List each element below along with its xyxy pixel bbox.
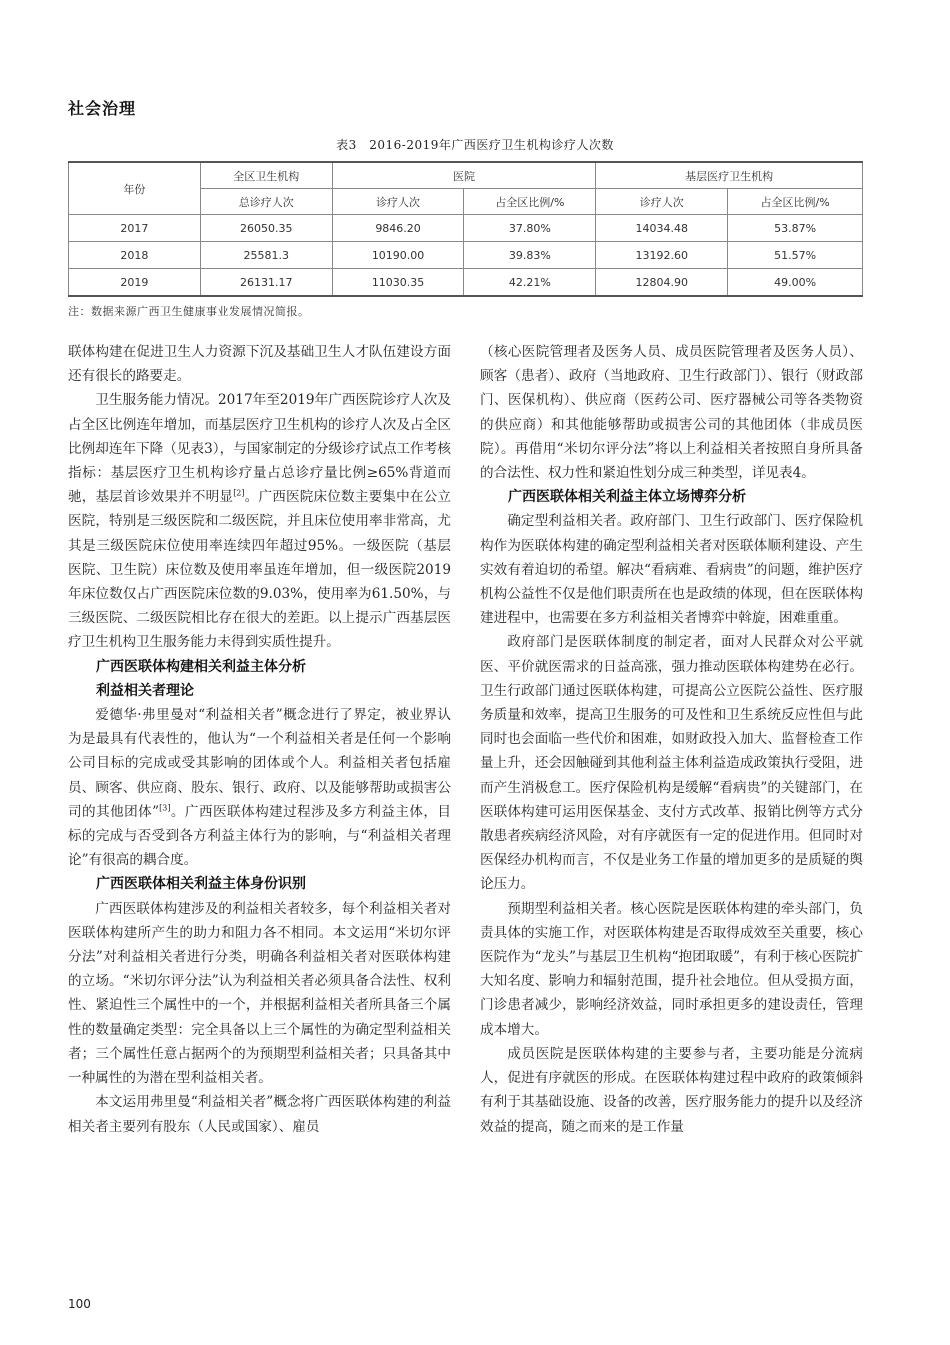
cell-base-visits: 12804.90: [596, 269, 728, 297]
subsection-heading: 广西医联体相关利益主体立场博弈分析: [508, 489, 746, 506]
cell-year: 2017: [69, 215, 201, 242]
paragraph: 确定型利益相关者。政府部门、卫生行政部门、医疗保险机构作为医联体构建的确定型利益相关者对医联体顺利建设、产生实效有着迫切的希望。解决“看病难、看病贵”的问题，维护医疗机构公益性不仅是他们职责所在也是政绩的体现，但在医联体构建进程中，也需要在多方利益相关者博弈中斡旋，困难重重。: [480, 513, 863, 627]
cell-hosp-ratio: 39.83%: [464, 242, 596, 269]
text-span: 爱德华·弗里曼对“利益相关者”概念进行了界定，被业界认为是最具有代表性的，他认为“一个利益相关者是任何一个影响公司目标的完成或受其影响的团体或个人。利益相关者包括雇员、顾客、供应商、股东、银行、政府、以及能够帮助或损害公司的其他团体”: [68, 707, 451, 820]
cell-hosp-visits: 11030.35: [332, 269, 464, 297]
paragraph-service-capacity: [68, 388, 451, 654]
subsection-heading: 广西医联体相关利益主体身份识别: [96, 876, 306, 893]
header-total-line2: 总诊疗人次: [200, 189, 332, 215]
cell-hosp-visits: 9846.20: [332, 215, 464, 242]
table-note: 注：数据来源广西卫生健康事业发展情况简报。: [68, 305, 310, 318]
cell-year: 2018: [69, 242, 201, 269]
header-year: 年份: [69, 162, 201, 215]
subsection-heading: 利益相关者理论: [96, 682, 194, 699]
section-heading: 广西医联体构建相关利益主体分析: [96, 658, 306, 675]
paragraph: 成员医院是医联体构建的主要参与者，主要功能是分流病人，促进有序就医的形成。在医联体构建过程中政府的政策倾斜有利于其基础设施、设备的改善，医疗服务能力的提升以及经济效益的提高，随之而来的是工作量: [480, 1045, 863, 1135]
cell-year: 2019: [69, 269, 201, 297]
header-base-ratio: 占全区比例/%: [728, 189, 863, 215]
header-base-visits: 诊疗人次: [596, 189, 728, 215]
citation-ref: [3]: [159, 803, 171, 813]
paragraph: 本文运用弗里曼“利益相关者”概念将广西医联体构建的利益相关者主要列有股东（人民或国家）、雇员: [68, 1094, 451, 1135]
text-span: 卫生服务能力情况。2017年至2019年广西医院诊疗人次及占全区比例连年增加，而基层医疗卫生机构的诊疗人次及占全区比例却连年下降（见表3），与国家制定的分级诊疗试点工作考核指标：基层医疗卫生机构诊疗量占总诊疗量比例≥65%背道而驰，基层首诊效果并不明显: [68, 392, 451, 506]
section-title: 社会治理: [68, 99, 137, 118]
cell-total: 26050.35: [200, 215, 332, 242]
cell-hosp-ratio: 42.21%: [464, 269, 596, 297]
paragraph: 预期型利益相关者。核心医院是医联体构建的牵头部门，负责具体的实施工作，对医联体构建是否取得成效至关重要，核心医院作为“龙头”与基层卫生机构“抱团取暖”，有利于核心医院扩大知名度、影响力和辐射范围，提升社会地位。但从受损方面，门诊患者减少，影响经济效益，同时承担更多的建设责任，管理成本增大。: [480, 900, 863, 1038]
table-header-row: [69, 162, 863, 189]
table-row: [69, 215, 863, 242]
paragraph-stakeholder-theory: [68, 703, 451, 872]
paragraph: 广西医联体构建涉及的利益相关者较多，每个利益相关者对医联体构建所产生的助力和阻力各不相同。本文运用“米切尔评分法”对利益相关者进行分类，明确各利益相关者对医联体构建的立场。“米切尔评分法”认为利益相关者必须具备合法性、权利性、紧迫性三个属性中的一个，并根据利益相关者所具备三个属性的数量确定类型：完全具备以上三个属性的为确定型利益相关者；三个属性任意占据两个的为预期型利益相关者；只具备其中一种属性的为潜在型利益相关者。: [68, 900, 451, 1087]
header-hosp-visits: 诊疗人次: [332, 189, 464, 215]
cell-hosp-ratio: 37.80%: [464, 215, 596, 242]
table-row: [69, 269, 863, 297]
cell-base-visits: 14034.48: [596, 215, 728, 242]
cell-base-ratio: 53.87%: [728, 215, 863, 242]
header-hosp-ratio: 占全区比例/%: [464, 189, 596, 215]
cell-base-visits: 13192.60: [596, 242, 728, 269]
paragraph: 联体构建在促进卫生人力资源下沉及基础卫生人才队伍建设方面还有很长的路要走。: [68, 344, 451, 385]
text-span: 。广西医联体构建过程涉及多方利益主体，目标的完成与否受到各方利益主体行为的影响，与“利益相关者理论”有很高的耦合度。: [68, 803, 452, 869]
left-column: [68, 340, 451, 1139]
cell-base-ratio: 49.00%: [728, 269, 863, 297]
cell-hosp-visits: 10190.00: [332, 242, 464, 269]
table-caption: 表3 2016-2019年广西医疗卫生机构诊疗人次数: [336, 138, 614, 152]
paragraph: （核心医院管理者及医务人员、成员医院管理者及医务人员）、顾客（患者）、政府（当地政府、卫生行政部门）、银行（财政部门、医保机构）、供应商（医药公司、医疗器械公司等各类物资的供应商）和其他能够帮助或损害公司的其他团体（非成员医院）。再借用“米切尔评分法”将以上利益相关者按照自身所具备的合法性、权力性和紧迫性划分成三种类型，详见表4。: [480, 344, 863, 482]
cell-total: 26131.17: [200, 269, 332, 297]
table-row: [69, 242, 863, 269]
cell-total: 25581.3: [200, 242, 332, 269]
right-column: [480, 340, 863, 1139]
header-hospital: 医院: [332, 162, 596, 189]
page-number: 100: [68, 1297, 91, 1311]
citation-ref: [2]: [233, 488, 245, 498]
header-grassroots: 基层医疗卫生机构: [596, 162, 863, 189]
paragraph: 政府部门是医联体制度的制定者，面对人民群众对公平就医、平价就医需求的日益高涨，强力推动医联体构建势在必行。卫生行政部门通过医联体构建，可提高公立医院公益性、医疗服务质量和效率，提高卫生服务的可及性和卫生系统反应性但与此同时也会面临一些代价和困难，如财政投入加大、监督检查工作量上升，还会因触碰到其他利益主体利益造成政策执行受阻，进而产生消极怠工。医疗保险机构是缓解“看病贵”的关键部门，在医联体构建可运用医保基金、支付方式改革、报销比例等方式分散患者疾病经济风险，对有序就医有一定的促进作用。但同时对医保经办机构而言，不仅是业务工作量的增加更多的是质疑的舆论压力。: [480, 634, 863, 893]
text-span: 。广西医院床位数主要集中在公立医院，特别是三级医院和二级医院，并且床位使用率非常高，尤其是三级医院床位使用率连续四年超过95%。一级医院（基层医院、卫生院）床位数及使用率虽连年增加，但一级医院2019年床位数仅占广西医院床位数的9.03%，使用率为61.50%，与三级医院、二级医院相比存在很大的差距。以上提示广西基层医疗卫生机构卫生服务能力未得到实质性提升。: [68, 489, 452, 651]
header-total-line1: 全区卫生机构: [200, 162, 332, 189]
data-table: [68, 161, 863, 297]
cell-base-ratio: 51.57%: [728, 242, 863, 269]
